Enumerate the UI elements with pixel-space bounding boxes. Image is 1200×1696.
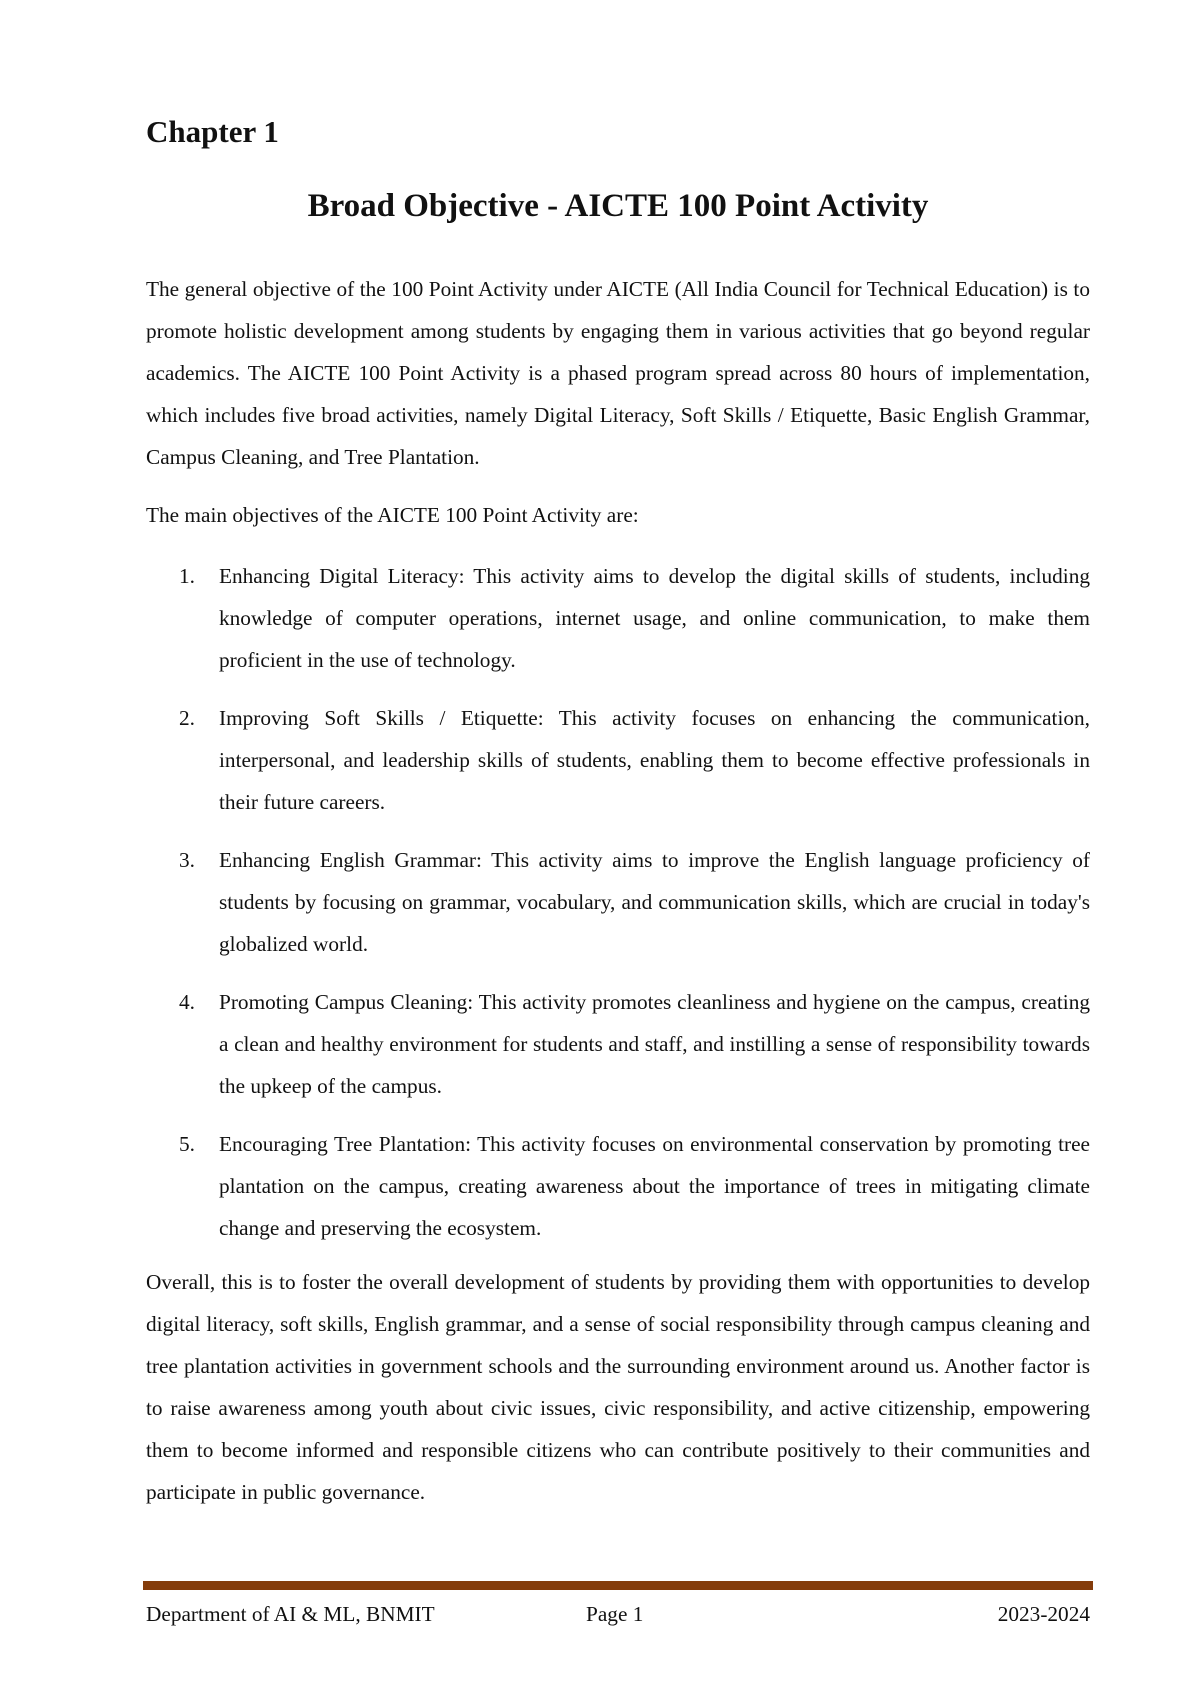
objective-item — [146, 697, 1090, 823]
objectives-list — [146, 555, 1090, 1265]
footer-page-number: Page 1 — [586, 1602, 644, 1626]
page-footer — [146, 1600, 1090, 1628]
objective-item — [146, 981, 1090, 1107]
objective-item — [146, 1123, 1090, 1249]
objective-number: 5. — [179, 1132, 195, 1156]
objective-item — [146, 839, 1090, 965]
objective-number: 2. — [179, 706, 195, 730]
objective-text: Promoting Campus Cleaning: This activity promotes cleanliness and hygiene on the campus, creating a clean and healthy environment for students and staff, and instilling a sense of responsibility towards the upkeep of the campus. — [219, 990, 1090, 1098]
objective-item — [146, 555, 1090, 681]
objective-text: Enhancing English Grammar: This activity aims to improve the English language proficiency of students by focusing on grammar, vocabulary, and communication skills, which are crucial in today's globalized world. — [219, 848, 1090, 956]
closing-paragraph: Overall, this is to foster the overall development of students by providing them with opportunities to develop digital literacy, soft skills, English grammar, and a sense of social responsibility through campus cleaning and tree plantation activities in government schools and the surrounding environment around us. Another factor is to raise awareness among youth about civic issues, civic responsibility, and active citizenship, empowering them to become informed and responsible citizens who can contribute positively to their communities and participate in public governance. — [146, 1270, 1090, 1504]
objective-text: Encouraging Tree Plantation: This activity focuses on environmental conservation by promoting tree plantation on the campus, creating awareness about the importance of trees in mitigating climate change and preserving the ecosystem. — [219, 1132, 1090, 1240]
page-title: Broad Objective - AICTE 100 Point Activity — [307, 188, 929, 224]
objective-number: 3. — [179, 848, 195, 872]
objective-text: Enhancing Digital Literacy: This activity aims to develop the digital skills of students, including knowledge of computer operations, internet usage, and online communication, to make them proficient in the use of technology. — [219, 564, 1090, 672]
objective-text: Improving Soft Skills / Etiquette: This activity focuses on enhancing the communication, interpersonal, and leadership skills of students, enabling them to become effective professionals in their future careers. — [219, 706, 1090, 814]
objective-number: 4. — [179, 990, 195, 1014]
footer-divider — [143, 1581, 1093, 1590]
intro-paragraph: The general objective of the 100 Point Activity under AICTE (All India Council for Technical Education) is to promote holistic development among students by engaging them in various activities that go beyond regular academics. The AICTE 100 Point Activity is a phased program spread across 80 hours of implementation, which includes five broad activities, namely Digital Literacy, Soft Skills / Etiquette, Basic English Grammar, Campus Cleaning, and Tree Plantation. — [146, 277, 1090, 469]
objective-number: 1. — [179, 564, 195, 588]
chapter-heading: Chapter 1 — [146, 114, 279, 149]
objectives-lead: The main objectives of the AICTE 100 Point Activity are: — [146, 503, 639, 527]
footer-year: 2023-2024 — [997, 1602, 1090, 1626]
footer-department: Department of AI & ML, BNMIT — [146, 1602, 435, 1626]
